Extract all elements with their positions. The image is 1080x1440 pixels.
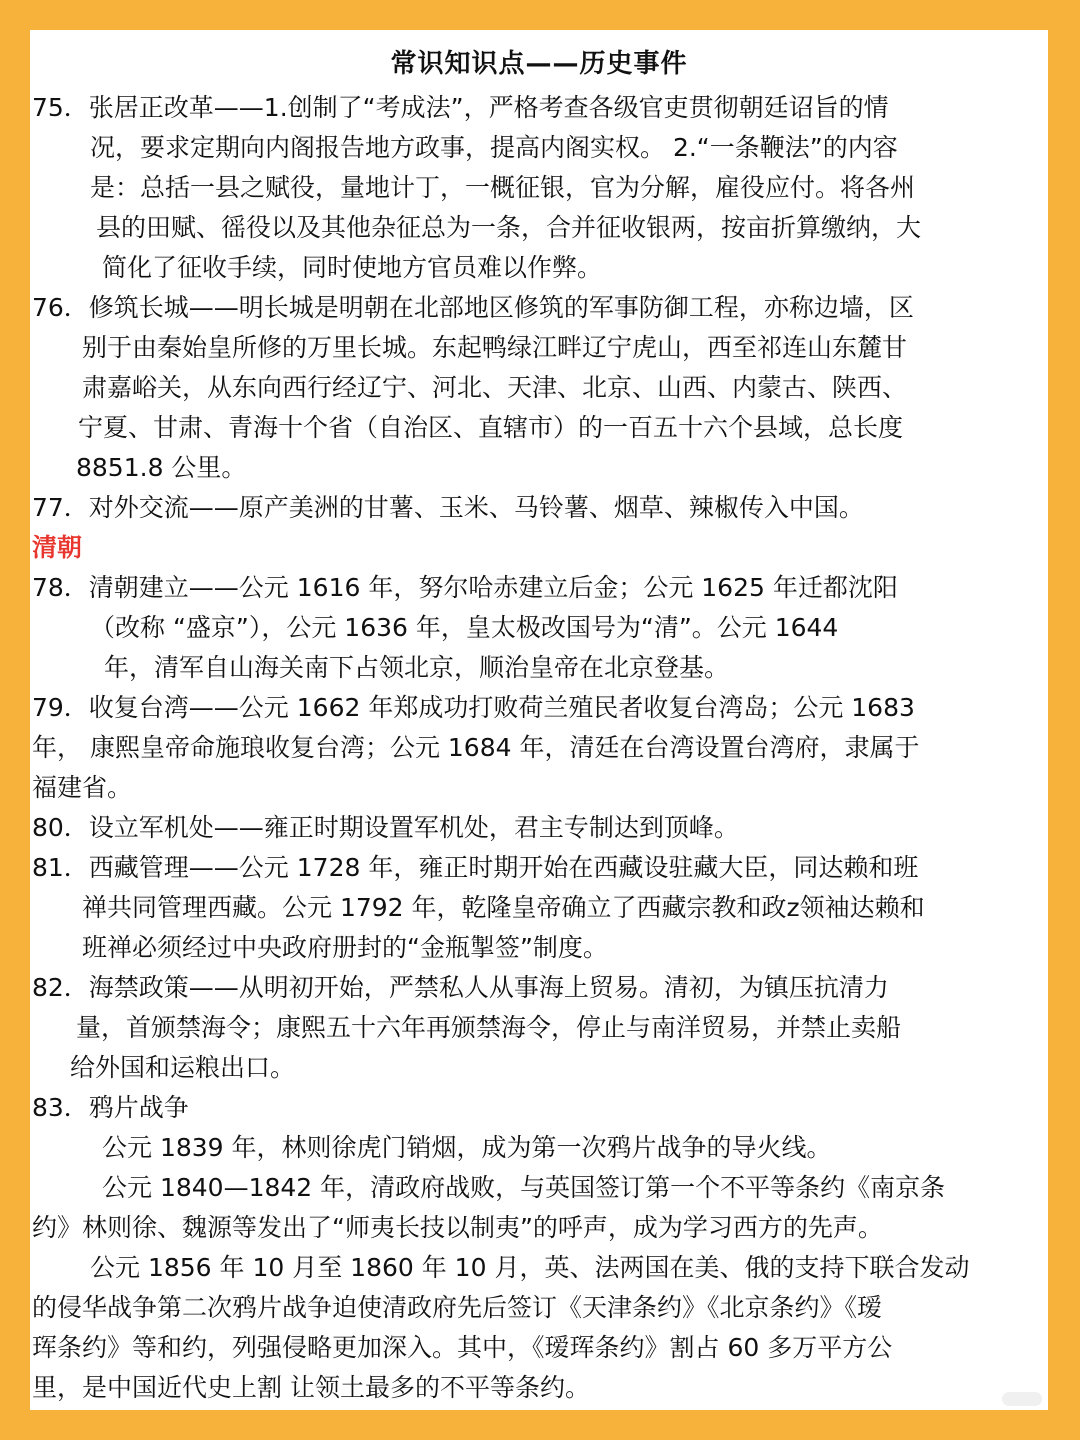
text-line: 约》林则徐、魏源等发出了“师夷长技以制夷”的呼声，成为学习西方的先声。	[32, 1213, 883, 1242]
text-line: 珲条约》等和约，列强侵略更加深入。其中，《瑷珲条约》割占 60 多万平方公	[32, 1333, 893, 1362]
text-line: 83．鸦片战争	[32, 1093, 189, 1122]
text-line: 量，首颁禁海令；康熙五十六年再颁禁海令，停止与南洋贸易，并禁止卖船	[76, 1013, 902, 1042]
text-line: 79．收复台湾——公元 1662 年郑成功打败荷兰殖民者收复台湾岛；公元 1683	[32, 693, 915, 722]
text-line: 简化了征收手续，同时使地方官员难以作弊。	[102, 253, 603, 282]
text-line: 76．修筑长城——明长城是明朝在北部地区修筑的军事防御工程，亦称边墙，区	[32, 293, 914, 322]
section-heading-qing: 清朝	[32, 533, 83, 562]
page-title: 常识知识点——历史事件	[390, 49, 688, 79]
text-line: 里，是中国近代史上割 让领土最多的不平等条约。	[32, 1373, 590, 1402]
text-line: 公元 1840—1842 年，清政府战败，与英国签订第一个不平等条约《南京条	[102, 1173, 946, 1202]
text-line: 况，要求定期向内阁报告地方政事，提高内阁实权。 2.“一条鞭法”的内容	[90, 133, 898, 162]
text-line: 肃嘉峪关，从东向西行经辽宁、河北、天津、北京、山西、内蒙古、陕西、	[82, 373, 908, 402]
text-line: 别于由秦始皇所修的万里长城。东起鸭绿江畔辽宁虎山，西至祁连山东麓甘	[82, 333, 908, 362]
text-line: 给外国和运粮出口。	[70, 1053, 296, 1082]
text-line: 公元 1839 年，林则徐虎门销烟，成为第一次鸦片战争的导火线。	[102, 1133, 832, 1162]
watermark-mark	[1002, 1392, 1042, 1406]
text-line: 年， 康熙皇帝命施琅收复台湾；公元 1684 年，清廷在台湾设置台湾府，隶属于	[32, 733, 920, 762]
text-line: 年，清军自山海关南下占领北京，顺治皇帝在北京登基。	[104, 653, 730, 682]
text-line: 80．设立军机处——雍正时期设置军机处，君主专制达到顶峰。	[32, 813, 739, 842]
text-line: 8851.8 公里。	[76, 453, 247, 482]
text-line: 县的田赋、徭役以及其他杂征总为一条，合并征收银两，按亩折算缴纳，大	[96, 213, 922, 242]
text-line: 班禅必须经过中央政府册封的“金瓶掣签”制度。	[82, 933, 608, 962]
text-line: 是：总括一县之赋役，量地计丁，一概征银，官为分解，雇役应付。将各州	[90, 173, 916, 202]
document-page	[30, 30, 1048, 1410]
text-line: 81．西藏管理——公元 1728 年，雍正时期开始在西藏设驻藏大臣，同达赖和班	[32, 853, 919, 882]
text-line: 75．张居正改革——1.创制了“考成法”，严格考查各级官吏贯彻朝廷诏旨的情	[32, 93, 889, 122]
text-line: 禅共同管理西藏。公元 1792 年，乾隆皇帝确立了西藏宗教和政z领袖达赖和	[82, 893, 925, 922]
text-line: （改称 “盛京”），公元 1636 年，皇太极改国号为“清”。公元 1644	[90, 613, 839, 642]
text-line: 公元 1856 年 10 月至 1860 年 10 月，英、法两国在美、俄的支持下联合发动	[90, 1253, 970, 1282]
text-line: 宁夏、甘肃、青海十个省（自治区、直辖市）的一百五十六个县域，总长度	[78, 413, 904, 442]
text-line: 78．清朝建立——公元 1616 年，努尔哈赤建立后金；公元 1625 年迁都沈阳	[32, 573, 898, 602]
text-line: 82．海禁政策——从明初开始，严禁私人从事海上贸易。清初，为镇压抗清力	[32, 973, 889, 1002]
text-line: 的侵华战争第二次鸦片战争迫使清政府先后签订《天津条约》《北京条约》《瑷	[32, 1293, 883, 1322]
text-line: 福建省。	[32, 773, 133, 802]
text-line: 77．对外交流——原产美洲的甘薯、玉米、马铃薯、烟草、辣椒传入中国。	[32, 493, 864, 522]
